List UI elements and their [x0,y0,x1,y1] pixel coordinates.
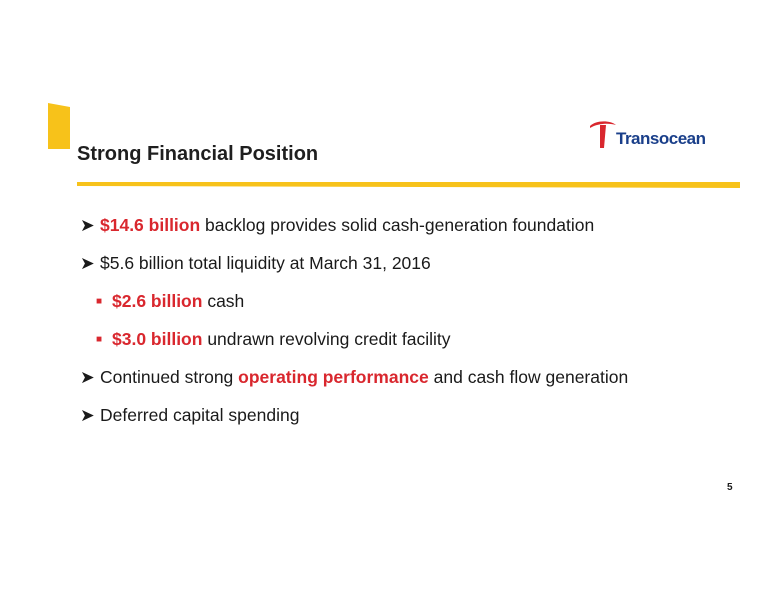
page-number: 5 [727,482,733,493]
title-rule [77,182,740,188]
bullet-text: Deferred capital spending [100,405,300,425]
bullet-text: undrawn revolving credit facility [202,329,451,349]
page-title: Strong Financial Position [77,143,319,165]
bullet-text: backlog provides solid cash-generation foundation [200,215,595,235]
bullet-item [80,251,431,275]
bullet-text: $5.6 billion total liquidity at March 31, 2016 [100,253,431,273]
accent-tab [48,103,70,149]
sub-bullet-item [96,327,450,355]
bullet-text: cash [202,291,245,311]
bullet-item [80,213,594,237]
square-bullet-icon: ■ [96,334,103,345]
highlight-text: operating performance [238,367,429,387]
bullet-item [80,403,299,427]
highlight-text: $3.0 billion [112,329,203,349]
sub-bullet-item [96,289,244,317]
transocean-emblem-icon [588,120,618,152]
square-bullet-icon: ■ [96,296,103,307]
arrow-bullet-icon: ➤ [80,253,95,273]
highlight-text: $14.6 billion [100,215,201,235]
arrow-bullet-icon: ➤ [80,405,95,425]
arrow-bullet-icon: ➤ [80,367,95,387]
bullet-text: and cash flow generation [428,367,629,387]
bullet-item [80,365,628,389]
highlight-text: $2.6 billion [112,291,203,311]
logo-text: Transocean [616,129,706,148]
transocean-logo [588,120,728,152]
arrow-bullet-icon: ➤ [80,215,95,235]
bullet-text: Continued strong [100,367,239,387]
